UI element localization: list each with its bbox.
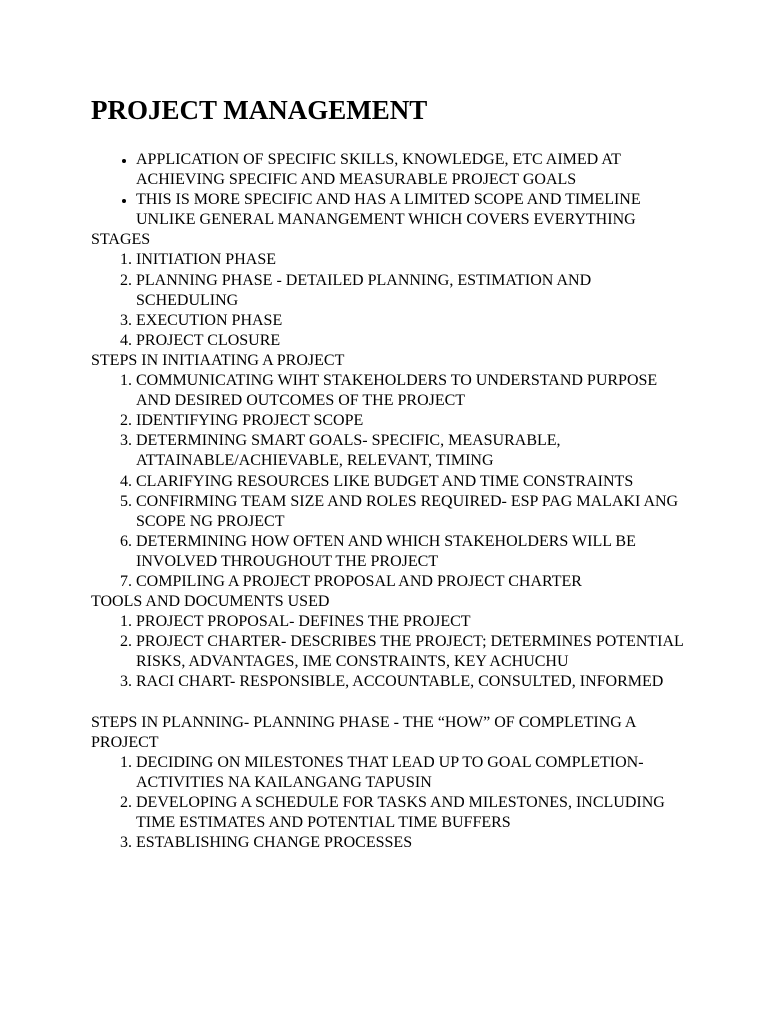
planning-list	[91, 753, 691, 853]
list-item: 2. IDENTIFYING PROJECT SCOPE	[136, 411, 691, 431]
list-item: 3. ESTABLISHING CHANGE PROCESSES	[136, 833, 691, 853]
list-item: 3. EXECUTION PHASE	[136, 311, 691, 331]
page-title: PROJECT MANAGEMENT	[91, 95, 428, 125]
intro-bullet-list	[91, 150, 691, 230]
tools-heading: TOOLS AND DOCUMENTS USED	[91, 593, 330, 611]
list-item: 2. PLANNING PHASE - DETAILED PLANNING, ESTIMATION AND SCHEDULING	[136, 271, 691, 311]
list-item: 2. PROJECT CHARTER- DESCRIBES THE PROJECT; DETERMINES POTENTIAL RISKS, ADVANTAGES, IME CONSTRAINTS, KEY ACHUCHU	[136, 632, 691, 672]
list-item: 1. COMMUNICATING WIHT STAKEHOLDERS TO UNDERSTAND PURPOSE AND DESIRED OUTCOMES OF THE PROJECT	[136, 371, 691, 411]
initiating-heading: STEPS IN INITIAATING A PROJECT	[91, 351, 345, 369]
initiating-list	[91, 371, 691, 592]
list-item: • THIS IS MORE SPECIFIC AND HAS A LIMITED SCOPE AND TIMELINE UNLIKE GENERAL MANANGEMENT WHICH COVERS EVERYTHING	[136, 190, 691, 230]
list-item: 3. RACI CHART- RESPONSIBLE, ACCOUNTABLE, CONSULTED, INFORMED	[136, 672, 691, 692]
stages-list	[91, 250, 691, 350]
stages-heading: STAGES	[91, 231, 151, 249]
list-item: 5. CONFIRMING TEAM SIZE AND ROLES REQUIRED- ESP PAG MALAKI ANG SCOPE NG PROJECT	[136, 492, 691, 532]
list-item: • APPLICATION OF SPECIFIC SKILLS, KNOWLEDGE, ETC AIMED AT ACHIEVING SPECIFIC AND MEASURABLE PROJECT GOALS	[136, 150, 691, 190]
blank-line	[91, 693, 691, 713]
list-item: 4. PROJECT CLOSURE	[136, 331, 691, 351]
list-item: 3. DETERMINING SMART GOALS- SPECIFIC, MEASURABLE, ATTAINABLE/ACHIEVABLE, RELEVANT, TIMING	[136, 431, 691, 471]
tools-list	[91, 612, 691, 692]
list-item: 2. DEVELOPING A SCHEDULE FOR TASKS AND MILESTONES, INCLUDING TIME ESTIMATES AND POTENTIAL TIME BUFFERS	[136, 793, 691, 833]
list-item: 1. INITIATION PHASE	[136, 250, 691, 270]
list-item: 1. DECIDING ON MILESTONES THAT LEAD UP TO GOAL COMPLETION- ACTIVITIES NA KAILANGANG TAPUSIN	[136, 753, 691, 793]
list-item: 6. DETERMINING HOW OFTEN AND WHICH STAKEHOLDERS WILL BE INVOLVED THROUGHOUT THE PROJECT	[136, 532, 691, 572]
planning-heading: STEPS IN PLANNING- PLANNING PHASE - THE “HOW” OF COMPLETING A PROJECT	[91, 713, 636, 751]
list-item: 1. PROJECT PROPOSAL- DEFINES THE PROJECT	[136, 612, 691, 632]
document-body	[91, 150, 691, 853]
list-item: 4. CLARIFYING RESOURCES LIKE BUDGET AND TIME CONSTRAINTS	[136, 472, 691, 492]
list-item: 7. COMPILING A PROJECT PROPOSAL AND PROJECT CHARTER	[136, 572, 691, 592]
